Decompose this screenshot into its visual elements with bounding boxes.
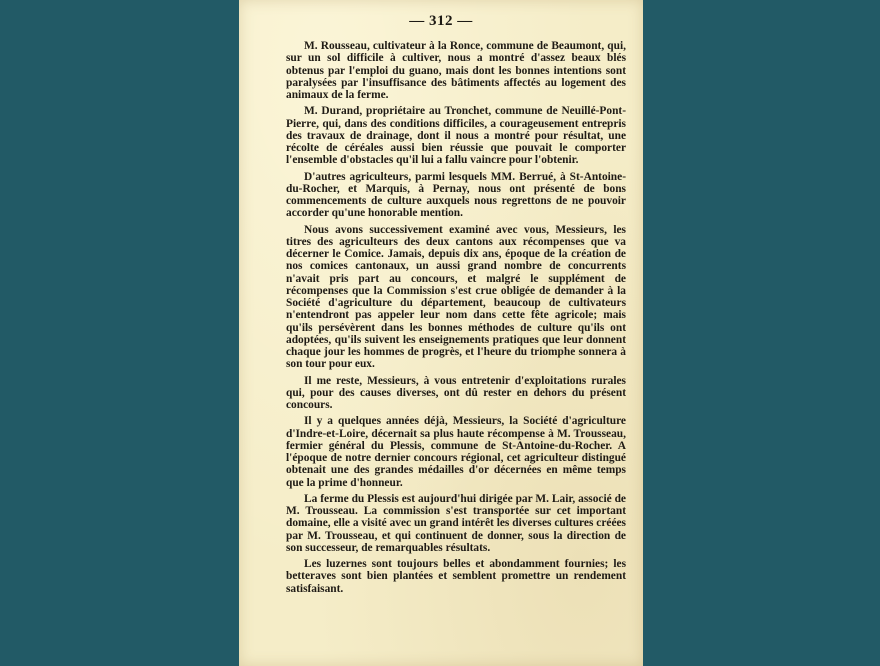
paragraph: D'autres agriculteurs, parmi lesquels MM. Berrué, à St-Antoine-du-Rocher, et Marquis, à Pernay, nous ont présenté de bons commencements de culture auxquels nous regrettons de ne pouvoir accorder qu'une honorable mention. (286, 170, 626, 220)
paragraph: Il y a quelques années déjà, Messieurs, la Société d'agriculture d'Indre-et-Loire, décernait sa plus haute récompense à M. Trousseau, fermier général du Plessis, commune de St-Antoine-du-Rocher. A l'époque de notre dernier concours régional, cet agriculteur distingué obtenait une des grandes médailles d'or décernées en même temps que la prime d'honneur. (286, 415, 626, 489)
paragraph: Les luzernes sont toujours belles et abondamment fournies; les betteraves sont bien plantées et semblent promettre un rendement satisfaisant. (286, 558, 626, 595)
paragraph: Il me reste, Messieurs, à vous entretenir d'exploitations rurales qui, pour des causes diverses, ont dû rester en dehors du présent concours. (286, 374, 626, 411)
paragraph: M. Durand, propriétaire au Tronchet, commune de Neuillé-Pont-Pierre, qui, dans des conditions difficiles, a courageusement entrepris des travaux de drainage, dont il nous a montré pour résultat, une récolte de céréales aussi bien réussie que pouvait le comporter l'ensemble d'obstacles qu'il lui a fallu vaincre pour l'obtenir. (286, 105, 626, 167)
paragraph: M. Rousseau, cultivateur à la Ronce, commune de Beaumont, qui, sur un sol difficile à cultiver, nous a montré d'assez beaux blés obtenus par l'emploi du guano, mais dont les bonnes intentions sont paralysées par l'insuffisance des bâtiments affectés au logement des animaux de la ferme. (286, 40, 626, 101)
scanned-page (239, 0, 643, 666)
paragraph: Nous avons successivement examiné avec vous, Messieurs, les titres des agriculteurs des deux cantons aux récompenses que va décerner le Comice. Jamais, depuis dix ans, époque de la création de nos comices cantonaux, un aussi grand nombre de concurrents n'avait pris part au concours, et malgré le supplément de récompenses que la Commission s'est crue obligée de demander à la Société d'agriculture du département, beaucoup de cultivateurs n'entendront pas appeler leur nom dans cette fête agricole; mais qu'ils persévèrent dans les bonnes méthodes de culture qu'ils ont adoptées, qu'ils suivent les enseignements pratiques que leur donnent chaque jour les hommes de progrès, et l'heure du triomphe sonnera à son tour pour eux. (286, 223, 626, 371)
paragraph: La ferme du Plessis est aujourd'hui dirigée par M. Lair, associé de M. Trousseau. La commission s'est transportée sur cet important domaine, elle a visité avec un grand intérêt les diverses cultures créées par M. Trousseau, et qui continuent de donner, sous la direction de son successeur, de remarquables résultats. (286, 492, 626, 554)
page-body (286, 40, 626, 599)
page-number: — 312 — (409, 13, 473, 29)
